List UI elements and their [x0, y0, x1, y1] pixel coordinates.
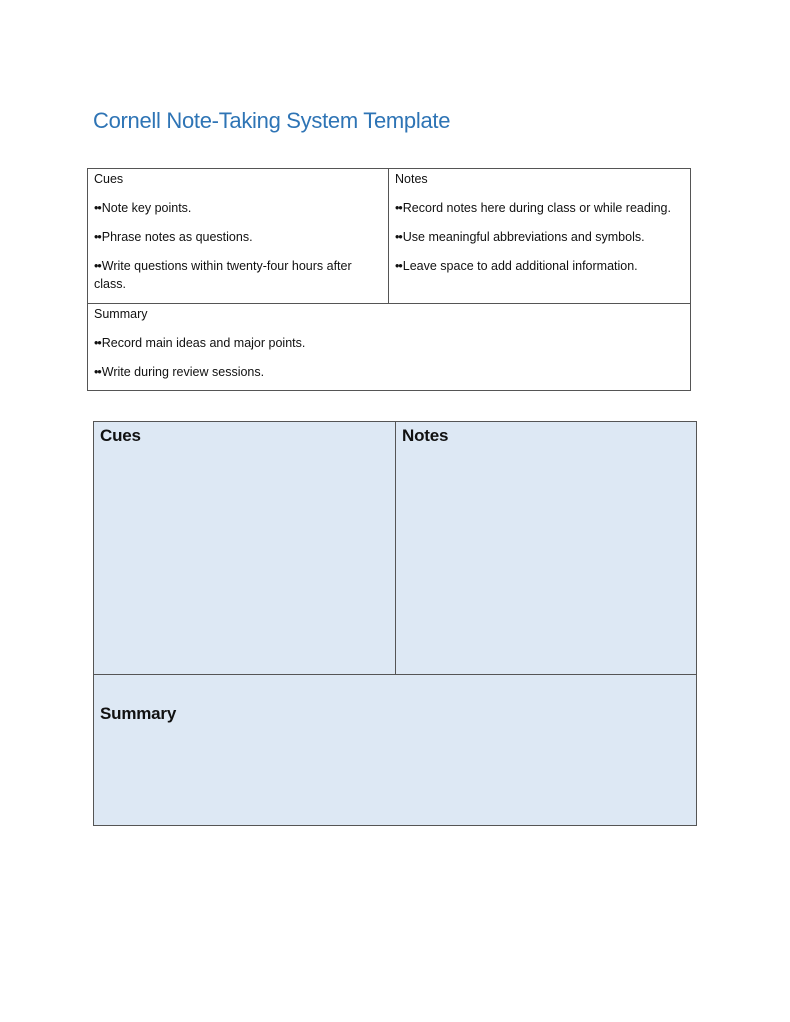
- notes-item: ••Record notes here during class or while reading.: [395, 201, 671, 215]
- template-notes-heading: Notes: [402, 426, 449, 445]
- bullet-icon: ••: [94, 365, 101, 379]
- template-summary-heading: Summary: [100, 704, 177, 723]
- bullet-icon: ••: [395, 201, 402, 215]
- bullet-icon: ••: [94, 336, 101, 350]
- template-cues-area[interactable]: [94, 422, 396, 674]
- summary-item: ••Write during review sessions.: [94, 365, 265, 379]
- instructions-cues-cell: [88, 169, 389, 303]
- cues-item: ••Write questions within twenty-four hours after class.: [94, 259, 352, 291]
- notes-item: ••Use meaningful abbreviations and symbols.: [395, 230, 645, 244]
- template-summary-area[interactable]: [94, 674, 696, 825]
- page-title: Cornell Note-Taking System Template: [93, 108, 451, 133]
- notes-item: ••Leave space to add additional information.: [395, 259, 638, 273]
- bullet-icon: ••: [395, 230, 402, 244]
- summary-item: ••Record main ideas and major points.: [94, 336, 306, 350]
- instructions-summary-cell: [88, 304, 690, 390]
- cues-item: ••Phrase notes as questions.: [94, 230, 253, 244]
- bullet-icon: ••: [395, 259, 402, 273]
- cues-item: ••Note key points.: [94, 201, 192, 215]
- bullet-icon: ••: [94, 259, 101, 273]
- summary-heading: Summary: [94, 307, 148, 321]
- cues-heading: Cues: [94, 172, 124, 186]
- instructions-notes-cell: [389, 169, 690, 303]
- instructions-table: [87, 168, 691, 391]
- bullet-icon: ••: [94, 201, 101, 215]
- cornell-template-table: [93, 421, 697, 826]
- template-cues-heading: Cues: [100, 426, 141, 445]
- template-notes-area[interactable]: [396, 422, 696, 674]
- instructions-top-row: [88, 169, 690, 304]
- notes-heading: Notes: [395, 172, 428, 186]
- bullet-icon: ••: [94, 230, 101, 244]
